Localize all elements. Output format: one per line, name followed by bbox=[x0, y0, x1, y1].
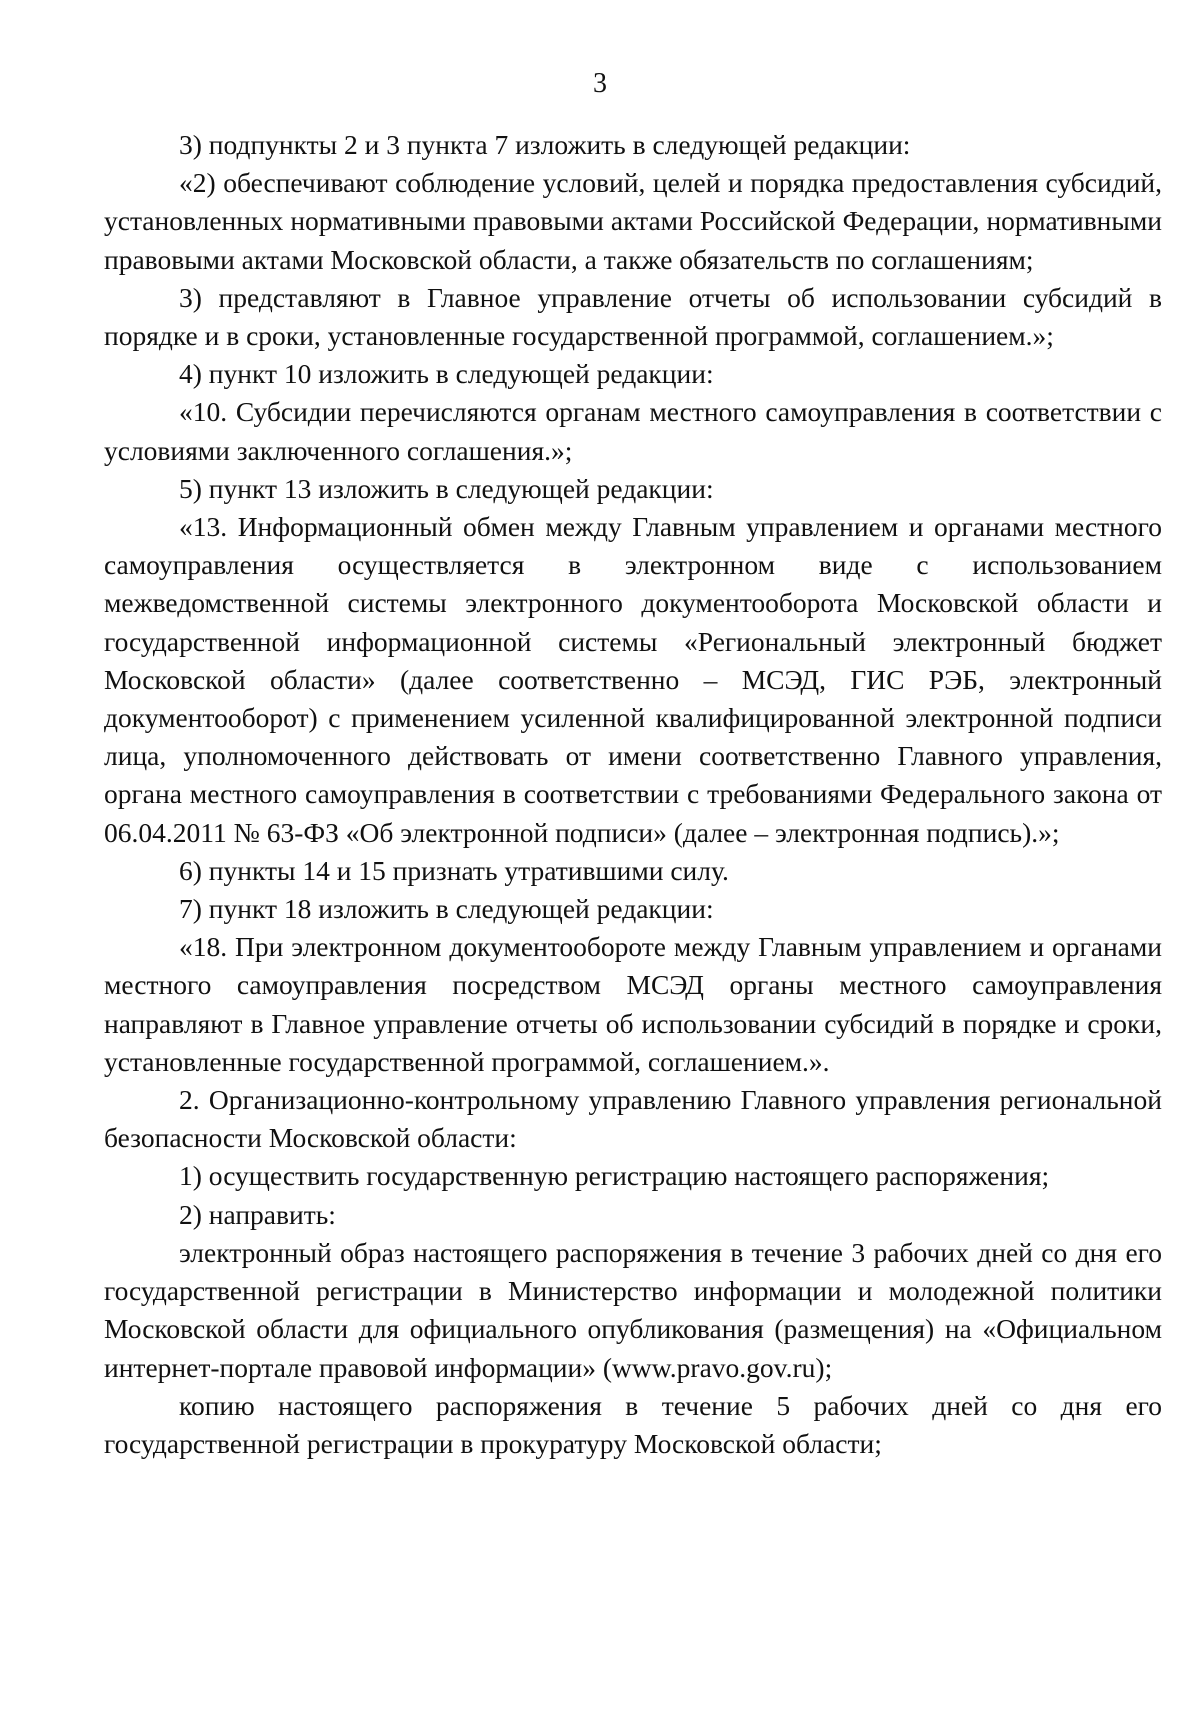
section-2-item-2-paper-copy: копию настоящего распоряжения в течение 5 рабочих дней со дня его государственной регистрации в прокуратуру Московской области; bbox=[104, 1389, 1162, 1459]
paragraph-item-4: 4) пункт 10 изложить в следующей редакции: bbox=[179, 358, 714, 390]
section-2: 2. Организационно-контрольному управлению Главного управления региональной безопасности Московской области: bbox=[104, 1084, 1162, 1154]
section-2-item-1: 1) осуществить государственную регистрацию настоящего распоряжения; bbox=[179, 1160, 1050, 1192]
paragraph-item-5: 5) пункт 13 изложить в следующей редакции: bbox=[179, 472, 714, 504]
paragraph-item-6: 6) пункты 14 и 15 признать утратившими силу. bbox=[179, 854, 729, 886]
page-number: 3 bbox=[593, 68, 607, 99]
section-2-item-2: 2) направить: bbox=[179, 1198, 336, 1230]
quoted-subparagraph-2: «2) обеспечивают соблюдение условий, целей и порядка предоставления субсидий, установленных нормативными правовыми актами Российской Федерации, нормативными правовыми актами Московской области, а также обязательств по соглашениям; bbox=[104, 167, 1162, 275]
quoted-point-10: «10. Субсидии перечисляются органам местного самоуправления в соответствии с условиями заключенного соглашения.»; bbox=[104, 396, 1162, 466]
document-body bbox=[104, 126, 1162, 1463]
paragraph-item-3: 3) подпункты 2 и 3 пункта 7 изложить в следующей редакции: bbox=[179, 129, 911, 160]
quoted-subparagraph-3: 3) представляют в Главное управление отчеты об использовании субсидий в порядке и в сроки, установленные государственной программой, соглашением.»; bbox=[104, 281, 1162, 352]
section-2-item-2-electronic-copy: электронный образ настоящего распоряжения в течение 3 рабочих дней со дня его государственной регистрации в Министерство информации и молодежной политики Московской области для официального опубликования (размещения) на «Официальном интернет-портале правовой информации» (www.pravo.gov.ru); bbox=[104, 1236, 1162, 1383]
quoted-point-13: «13. Информационный обмен между Главным управлением и органами местного самоуправления осуществляется в электронном виде с использованием межведомственной системы электронного документооборота Московской области и государственной информационной системы «Региональный электронный бюджет Московской области» (далее соответственно – МСЭД, ГИС РЭБ, электронный документооборот) с применением усиленной квалифицированной электронной подписи лица, уполномоченного действовать от имени соответственно Главного управления, органа местного самоуправления в соответствии с требованиями Федерального закона от 06.04.2011 № 63-ФЗ «Об электронной подписи» (далее – электронная подпись).»; bbox=[104, 511, 1162, 848]
quoted-point-18: «18. При электронном документообороте между Главным управлением и органами местного самоуправления посредством МСЭД органы местного самоуправления направляют в Главное управление отчеты об использовании субсидий в порядке и сроки, установленные государственной программой, соглашением.». bbox=[104, 931, 1162, 1077]
paragraph-item-7: 7) пункт 18 изложить в следующей редакции: bbox=[179, 893, 714, 925]
